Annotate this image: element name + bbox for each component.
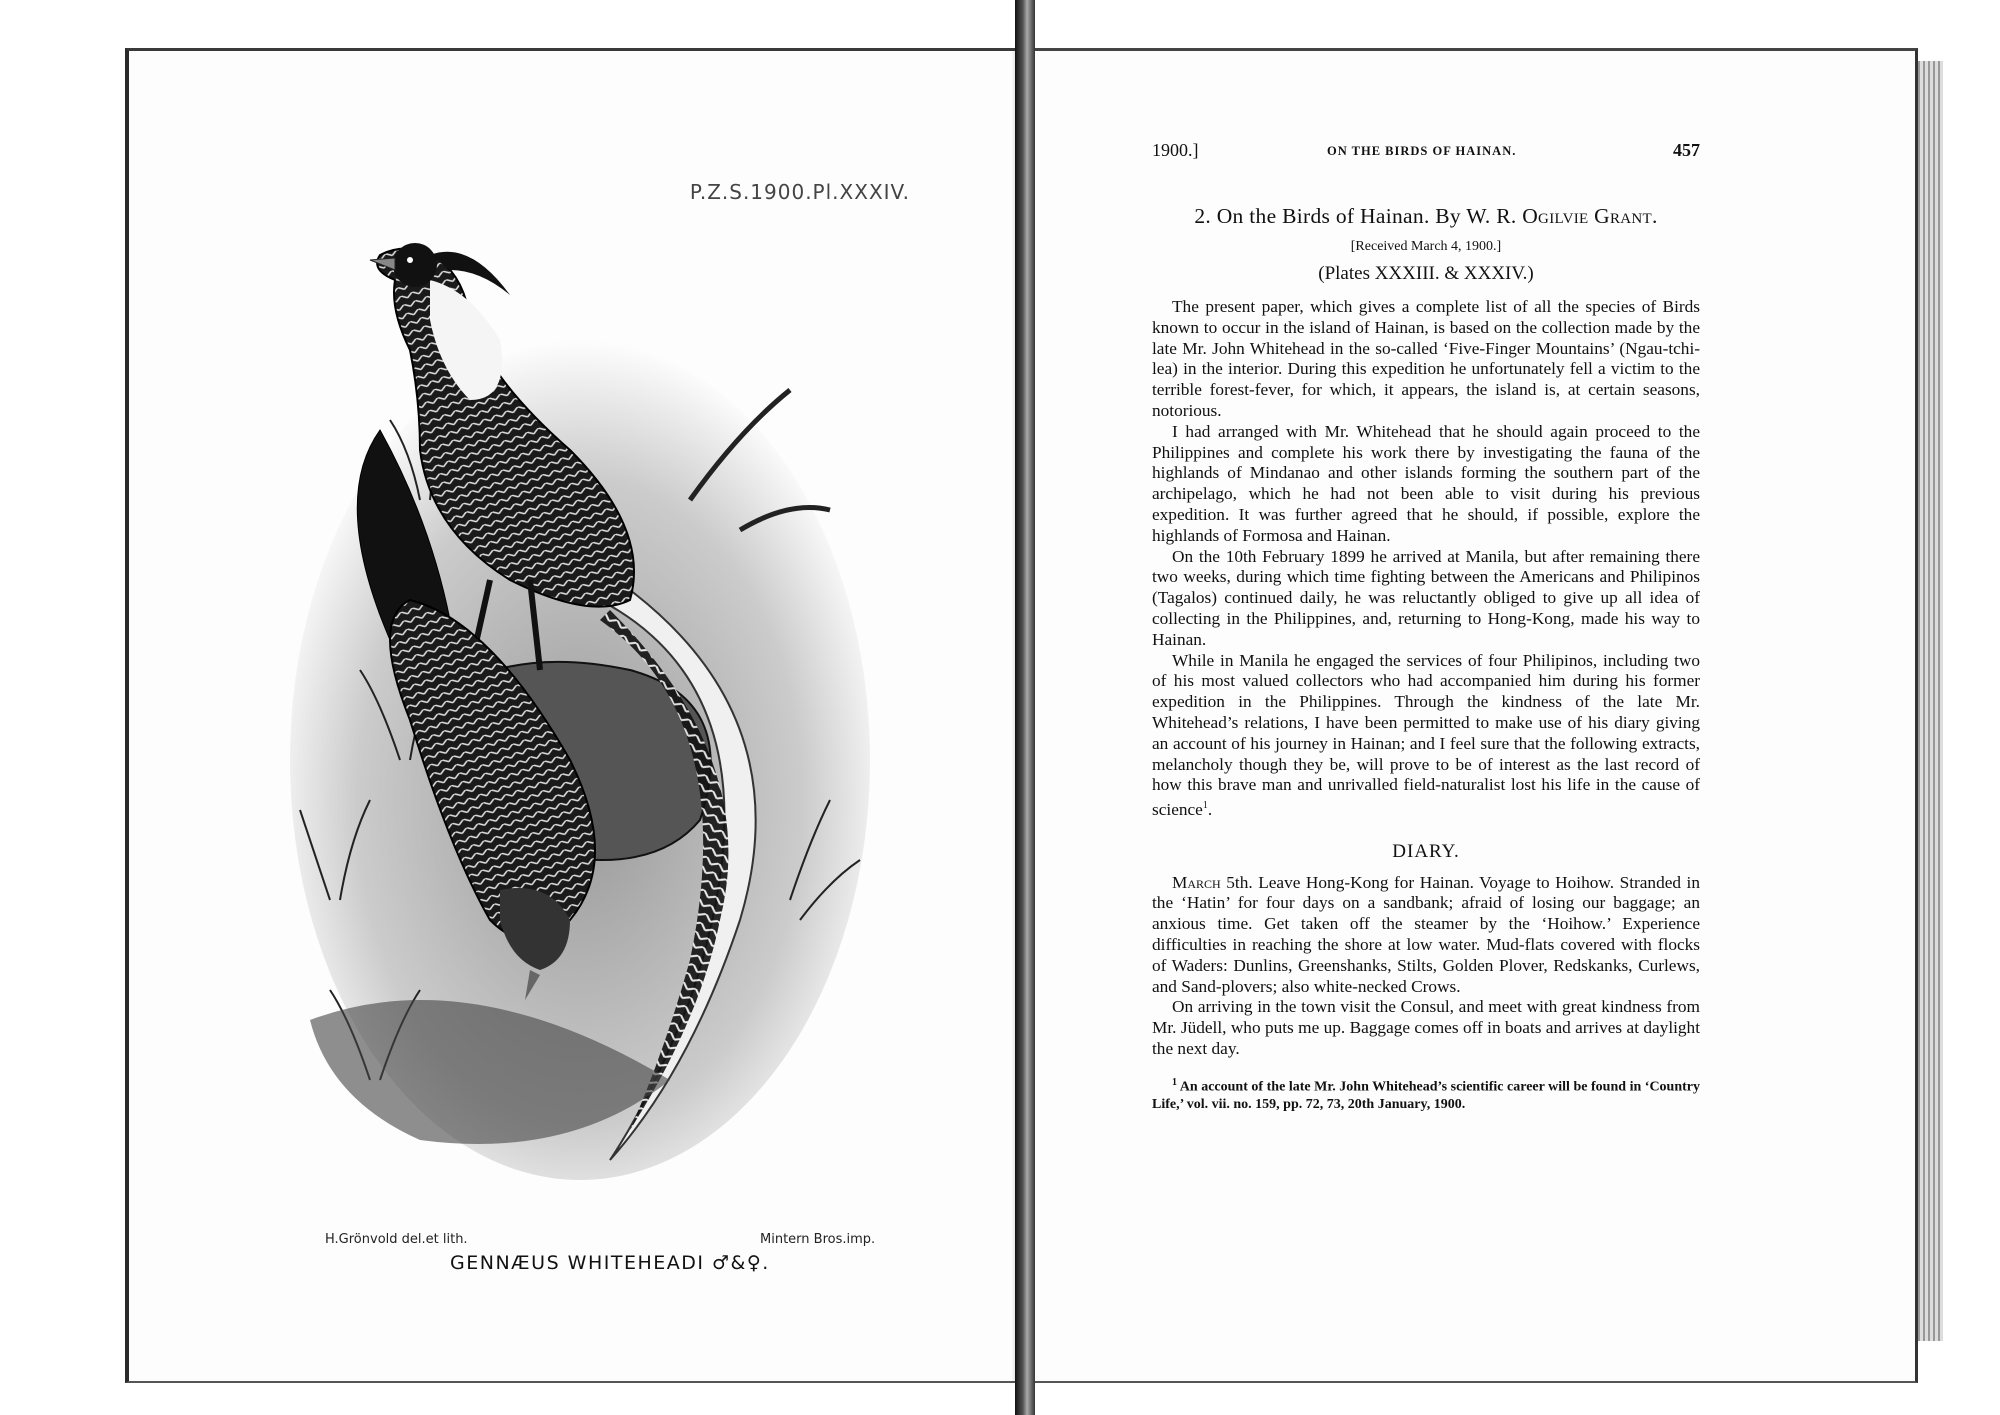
running-head-title: ON THE BIRDS OF HAINAN. — [1327, 144, 1517, 158]
article-column — [1152, 140, 1700, 1127]
footnote-text: An account of the late Mr. John Whitehead’s scientific career will be found in ‘Country Life,’ vol. vii. no. 159, pp. 72, 73, 20th January, 1900. — [1152, 1079, 1701, 1112]
article-title — [1152, 204, 1700, 229]
plate-caption: GENNÆUS WHITEHEADI ♂&♀. — [450, 1252, 770, 1274]
paragraph-3: On the 10th February 1899 he arrived at Manila, but after remaining there two weeks, during which time fighting between the Americans and Philipinos (Tagalos) continued daily, he was reluctantly obliged to give up all idea of collecting in the Philippines, and, returning to Hong-Kong, made his way to Hainan. — [1152, 546, 1700, 649]
book-gutter — [1015, 0, 1035, 1415]
diary-entry-1 — [1152, 873, 1700, 998]
diary-entry-2: On arriving in the town visit the Consul, and meet with great kindness from Mr. Jüdell, who puts me up. Baggage comes off in boats and arrives at daylight the next day. — [1152, 997, 1700, 1059]
paragraph-4-text: While in Manila he engaged the services of four Philipinos, including two of his most valued collectors who had accompanied him during his former expedition in the Philippines. Through the kindness of the late Mr. Whitehead’s relations, I have been permitted to make use of his diary giving an account of his journey in Hainan; and I feel sure that the following extracts, melancholy though they be, will prove to be of interest as the last record of how this brave man and unrivalled field-naturalist lost his life in the cause of science — [1152, 650, 1700, 819]
article-title-text: 2. On the Birds of Hainan. By W. R. — [1194, 204, 1523, 228]
running-head-year: 1900.] — [1152, 140, 1199, 160]
plates-reference: (Plates XXXIII. & XXXIV.) — [1318, 263, 1534, 284]
footnote-number: 1 — [1172, 1076, 1177, 1088]
article-author: Ogilvie Grant. — [1522, 204, 1658, 228]
paragraph-1: The present paper, which gives a complete list of all the species of Birds known to occur in the island of Hainan, is based on the collection made by the late Mr. John Whitehead in the so-called ‘Five-Finger Mountains’ (Ngau-tchi-lea) in the interior. During this expedition he unfortunately fell a victim to the terrible forest-fever, for which, it appears, the island is, at certain seasons, notorious. — [1152, 297, 1700, 420]
diary-entry-1-text: 5th. Leave Hong-Kong for Hainan. Voyage to Hoihow. Stranded in the ‘Hatin’ for four days on a sandbank; afraid of losing our baggage; an anxious time. Get taken off the steamer by the ‘Hoihow.’ Experience difficulties in reaching the shore at low water. Mud-flats covered with flocks of Waders: Dunlins, Greenshanks, Stilts, Golden Plover, Redskanks, Curlews, and Sand-plovers; also white-necked Crows. — [1152, 872, 1700, 996]
paragraph-2: I had arranged with Mr. Whitehead that he should again proceed to the Philippines and complete his work there by investigating the fauna of the highlands of Mindanao and other islands forming the southern part of the archipelago, which he had not been able to visit during his previous expedition. It was further agreed that he should, if possible, explore the highlands of Formosa and Hainan. — [1152, 421, 1700, 545]
running-head — [1152, 140, 1700, 168]
credit-printer: Mintern Bros.imp. — [760, 1232, 876, 1247]
diary-month: March — [1172, 872, 1221, 892]
diary-heading: DIARY. — [1392, 840, 1460, 862]
footnote — [1152, 1074, 1700, 1113]
paragraph-4: While in Manila he engaged the services of four Philipinos, including two of his most valued collectors who had accompanied him during his former expedition in the Philippines. Through the kindness of the late Mr. Whitehead’s relations, I have been permitted to make use of his diary giving an account of his journey in Hainan; and I feel sure that the following extracts, melancholy though they be, will prove to be of interest as the last record of how this brave man and unrivalled field-naturalist lost his life in the cause of science$^1$. — [1152, 650, 1700, 819]
pheasant-illustration — [270, 200, 890, 1200]
footnote-marker: 1 — [1202, 800, 1208, 812]
plate-id: P.Z.S.1900.Pl.XXXIV. — [689, 180, 910, 204]
received-date: [Received March 4, 1900.] — [1350, 239, 1502, 254]
credit-artist: H.Grönvold del.et lith. — [325, 1232, 468, 1247]
page-number: 457 — [1673, 140, 1700, 160]
